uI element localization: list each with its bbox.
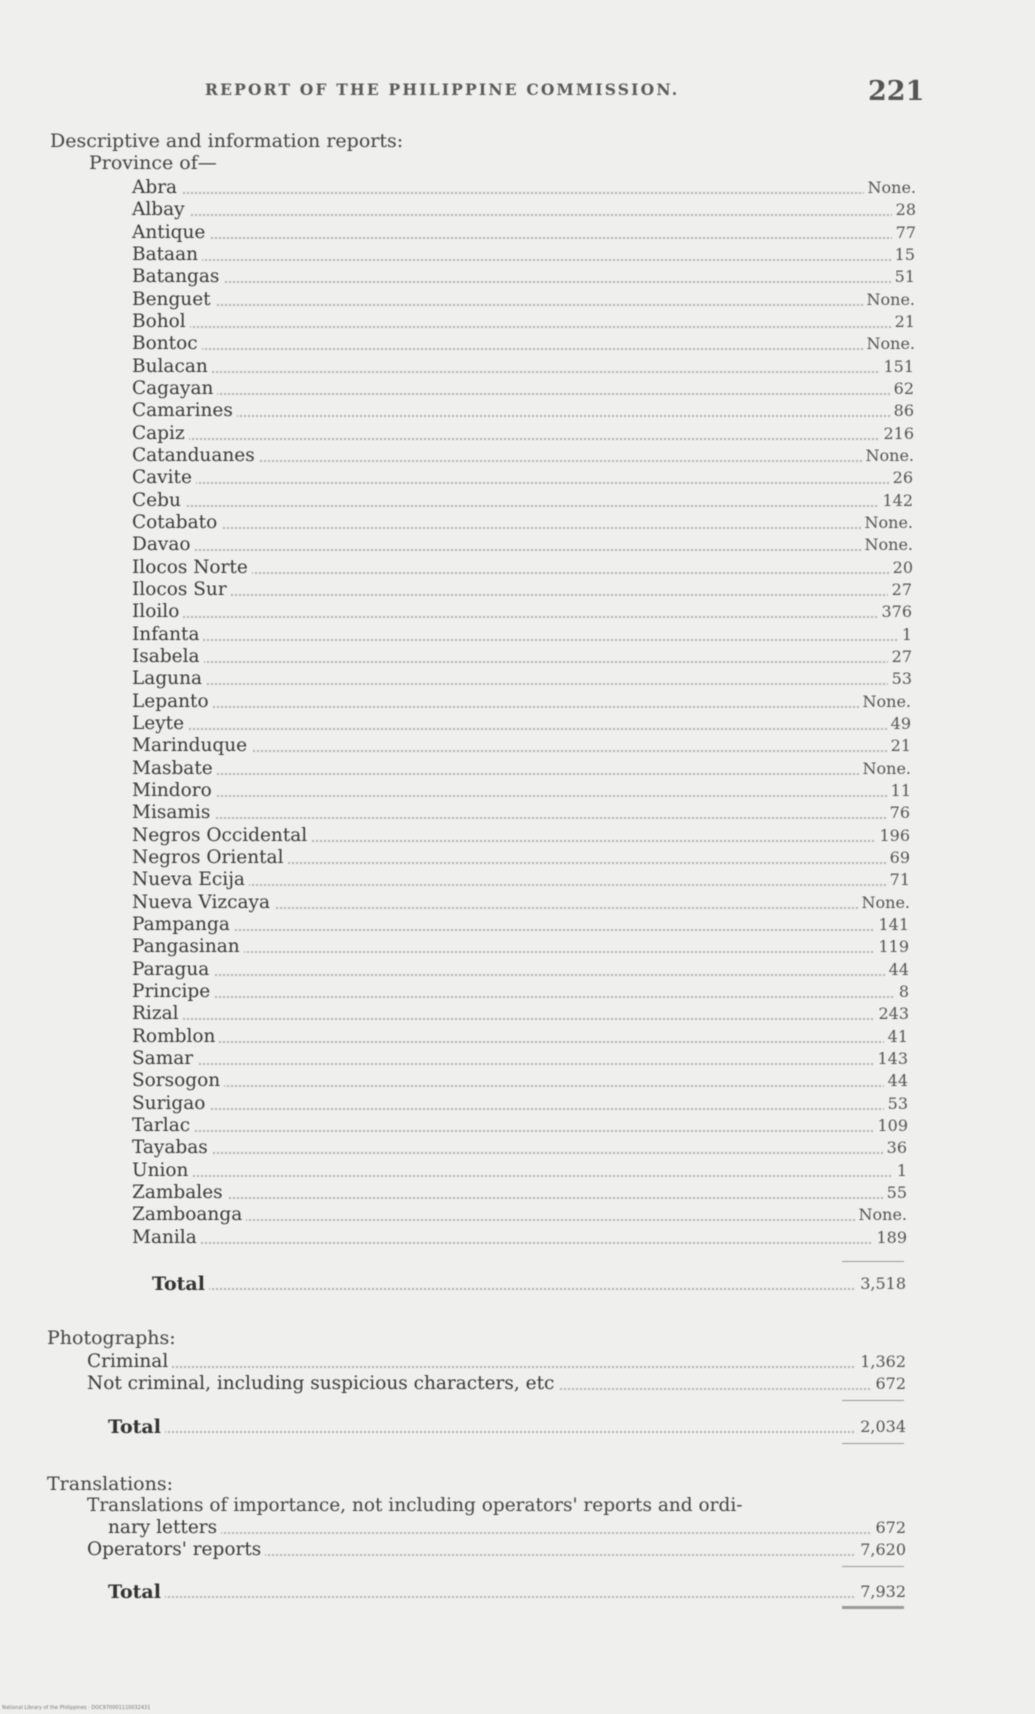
leader-dots bbox=[132, 616, 912, 618]
province-row bbox=[132, 869, 910, 891]
leader-dots bbox=[132, 817, 910, 819]
sum-rule bbox=[842, 1261, 904, 1262]
leader-dots bbox=[132, 326, 915, 328]
province-name: Lepanto bbox=[132, 691, 213, 713]
province-name: Pangasinan bbox=[132, 936, 244, 958]
province-value: None. bbox=[858, 892, 911, 914]
province-row bbox=[132, 1048, 908, 1070]
province-name: Negros Oriental bbox=[132, 847, 288, 869]
province-name: Laguna bbox=[132, 668, 206, 690]
leader-dots bbox=[152, 1288, 906, 1290]
province-row bbox=[132, 467, 913, 489]
province-value: 243 bbox=[874, 1003, 909, 1025]
province-row bbox=[132, 177, 916, 199]
province-name: Misamis bbox=[132, 802, 214, 824]
province-value: 51 bbox=[891, 266, 915, 288]
province-row bbox=[132, 1182, 907, 1204]
photographs-heading: Photographs: bbox=[47, 1327, 176, 1349]
translations-heading: Translations: bbox=[47, 1473, 174, 1495]
total-value: 7,932 bbox=[856, 1581, 906, 1603]
leader-dots bbox=[132, 706, 911, 708]
province-name: Benguet bbox=[132, 289, 215, 311]
leader-dots bbox=[132, 996, 909, 998]
province-value: None. bbox=[862, 445, 915, 467]
province-value: 15 bbox=[891, 244, 915, 266]
province-name: Negros Occidental bbox=[132, 825, 311, 847]
province-value: 21 bbox=[891, 311, 915, 333]
leader-dots bbox=[132, 929, 909, 931]
province-row bbox=[132, 780, 911, 802]
translations-item1-line1: Translations of importance, not including operators' reports and ordi- bbox=[87, 1495, 743, 1516]
leader-dots bbox=[132, 281, 915, 283]
province-value: 196 bbox=[875, 825, 910, 847]
leader-dots bbox=[132, 594, 912, 596]
leader-dots bbox=[132, 549, 913, 551]
province-value: None. bbox=[859, 758, 912, 780]
leader-dots bbox=[108, 1532, 906, 1534]
province-row bbox=[132, 825, 910, 847]
province-value: 21 bbox=[887, 735, 911, 757]
leader-dots bbox=[132, 1175, 907, 1177]
province-row bbox=[132, 356, 914, 378]
translations-row-operators bbox=[87, 1539, 906, 1561]
province-value: 62 bbox=[890, 378, 914, 400]
province-row bbox=[132, 981, 909, 1003]
province-value: 119 bbox=[874, 936, 909, 958]
province-row bbox=[132, 266, 915, 288]
row-label: Not criminal, including suspicious characters, etc bbox=[87, 1373, 558, 1395]
province-value: 44 bbox=[885, 959, 909, 981]
leader-dots bbox=[132, 661, 912, 663]
descriptive-heading: Descriptive and information reports: bbox=[50, 130, 404, 152]
leader-dots bbox=[132, 1063, 908, 1065]
row-value: 1,362 bbox=[856, 1351, 906, 1373]
province-value: 86 bbox=[890, 400, 914, 422]
province-name: Antique bbox=[132, 222, 209, 244]
province-name: Cavite bbox=[132, 467, 196, 489]
province-row bbox=[132, 646, 912, 668]
province-value: 77 bbox=[892, 222, 916, 244]
province-value: None. bbox=[861, 512, 914, 534]
province-row bbox=[132, 490, 913, 512]
province-value: 1 bbox=[898, 624, 912, 646]
province-value: 26 bbox=[889, 467, 913, 489]
leader-dots bbox=[132, 1041, 908, 1043]
province-name: Abra bbox=[132, 177, 181, 199]
total-value: 2,034 bbox=[856, 1416, 906, 1438]
province-name: Cebu bbox=[132, 490, 185, 512]
province-value: 53 bbox=[888, 668, 912, 690]
leader-dots bbox=[132, 348, 915, 350]
province-row bbox=[132, 802, 910, 824]
leader-dots bbox=[132, 1242, 907, 1244]
leader-dots bbox=[132, 237, 916, 239]
leader-dots bbox=[132, 773, 911, 775]
province-name: Bohol bbox=[132, 311, 190, 333]
province-row bbox=[132, 1137, 907, 1159]
province-row bbox=[132, 579, 912, 601]
province-value: 151 bbox=[879, 356, 914, 378]
leader-dots bbox=[87, 1366, 906, 1368]
province-value: None. bbox=[863, 333, 916, 355]
province-row bbox=[132, 847, 910, 869]
leader-dots bbox=[108, 1431, 906, 1433]
province-name: Masbate bbox=[132, 758, 217, 780]
province-value: 69 bbox=[886, 847, 910, 869]
province-row bbox=[132, 936, 909, 958]
total-label: Total bbox=[152, 1273, 209, 1295]
province-name: Cagayan bbox=[132, 378, 217, 400]
province-value: 141 bbox=[874, 914, 909, 936]
province-row bbox=[132, 311, 915, 333]
leader-dots bbox=[132, 1108, 908, 1110]
province-name: Sorsogon bbox=[132, 1070, 224, 1092]
leader-dots bbox=[132, 415, 914, 417]
province-name: Iloilo bbox=[132, 601, 183, 623]
province-name: Capiz bbox=[132, 423, 189, 445]
province-name: Davao bbox=[132, 534, 194, 556]
province-name: Tayabas bbox=[132, 1137, 212, 1159]
province-value: 49 bbox=[887, 713, 911, 735]
province-name: Camarines bbox=[132, 400, 237, 422]
province-row bbox=[132, 624, 912, 646]
leader-dots bbox=[132, 214, 916, 216]
leader-dots bbox=[132, 438, 914, 440]
province-name: Isabela bbox=[132, 646, 204, 668]
leader-dots bbox=[132, 1197, 907, 1199]
province-name: Catanduanes bbox=[132, 445, 259, 467]
leader-dots bbox=[132, 482, 913, 484]
province-value: None. bbox=[863, 289, 916, 311]
province-value: 41 bbox=[884, 1026, 908, 1048]
row-label: nary letters bbox=[108, 1517, 221, 1539]
province-name: Zambales bbox=[132, 1182, 227, 1204]
province-value: 11 bbox=[887, 780, 911, 802]
leader-dots bbox=[132, 1085, 908, 1087]
province-value: 55 bbox=[883, 1182, 907, 1204]
province-name: Ilocos Sur bbox=[132, 579, 231, 601]
row-label: Criminal bbox=[87, 1351, 172, 1373]
province-row bbox=[132, 289, 915, 311]
province-name: Surigao bbox=[132, 1093, 209, 1115]
row-value: 672 bbox=[871, 1373, 906, 1395]
photo-row-criminal bbox=[87, 1351, 906, 1373]
province-row bbox=[132, 668, 912, 690]
province-name: Nueva Vizcaya bbox=[132, 892, 274, 914]
province-name: Tarlac bbox=[132, 1115, 194, 1137]
province-name: Romblon bbox=[132, 1026, 219, 1048]
province-value: 44 bbox=[884, 1070, 908, 1092]
province-row bbox=[132, 445, 914, 467]
province-name: Nueva Ecija bbox=[132, 869, 249, 891]
leader-dots bbox=[132, 527, 913, 529]
province-row bbox=[132, 1204, 907, 1226]
province-value: 142 bbox=[878, 490, 913, 512]
province-row bbox=[132, 244, 915, 266]
total-label: Total bbox=[108, 1581, 165, 1603]
province-name: Samar bbox=[132, 1048, 197, 1070]
descriptive-total-row bbox=[152, 1273, 906, 1295]
province-row bbox=[132, 557, 913, 579]
province-subheading: Province of— bbox=[89, 152, 217, 174]
province-value: 76 bbox=[886, 802, 910, 824]
leader-dots bbox=[132, 371, 914, 373]
province-row bbox=[132, 534, 913, 556]
province-row bbox=[132, 691, 911, 713]
province-value: 143 bbox=[873, 1048, 908, 1070]
leader-dots bbox=[132, 393, 914, 395]
province-row bbox=[132, 1093, 908, 1115]
province-row bbox=[132, 400, 914, 422]
double-rule bbox=[842, 1443, 904, 1444]
province-name: Principe bbox=[132, 981, 214, 1003]
double-rule bbox=[842, 1606, 904, 1609]
leader-dots bbox=[132, 951, 909, 953]
province-row bbox=[132, 601, 912, 623]
province-name: Mindoro bbox=[132, 780, 216, 802]
province-row bbox=[132, 1070, 908, 1092]
province-row bbox=[132, 1115, 908, 1137]
leader-dots bbox=[132, 728, 911, 730]
province-value: 8 bbox=[895, 981, 909, 1003]
leader-dots bbox=[132, 1152, 907, 1154]
province-value: 71 bbox=[886, 869, 910, 891]
province-value: 27 bbox=[888, 646, 912, 668]
province-value: None. bbox=[861, 534, 914, 556]
row-value: 7,620 bbox=[856, 1539, 906, 1561]
province-row bbox=[132, 1160, 907, 1182]
province-value: 27 bbox=[888, 579, 912, 601]
province-name: Leyte bbox=[132, 713, 188, 735]
leader-dots bbox=[132, 259, 915, 261]
province-value: 1 bbox=[893, 1160, 907, 1182]
translations-total-row bbox=[108, 1581, 906, 1603]
province-name: Zamboanga bbox=[132, 1204, 246, 1226]
leader-dots bbox=[108, 1596, 906, 1598]
province-name: Bulacan bbox=[132, 356, 212, 378]
province-name: Paragua bbox=[132, 959, 213, 981]
scan-footer: National Library of the Philippines · DOC970001110032431 bbox=[2, 1705, 151, 1711]
province-name: Rizal bbox=[132, 1003, 183, 1025]
province-value: None. bbox=[855, 1204, 908, 1226]
province-row bbox=[132, 1227, 907, 1249]
province-value: 109 bbox=[873, 1115, 908, 1137]
province-row bbox=[132, 713, 911, 735]
page-number: 221 bbox=[868, 76, 925, 107]
province-row bbox=[132, 1003, 909, 1025]
province-row bbox=[132, 959, 909, 981]
province-name: Union bbox=[132, 1160, 192, 1182]
province-value: 216 bbox=[879, 423, 914, 445]
province-row bbox=[132, 914, 909, 936]
province-name: Bataan bbox=[132, 244, 202, 266]
province-name: Infanta bbox=[132, 624, 203, 646]
province-name: Albay bbox=[132, 199, 189, 221]
leader-dots bbox=[132, 795, 911, 797]
leader-dots bbox=[132, 683, 912, 685]
province-value: 53 bbox=[884, 1093, 908, 1115]
province-value: None. bbox=[859, 691, 912, 713]
province-name: Pampanga bbox=[132, 914, 234, 936]
page-header bbox=[0, 76, 1035, 116]
leader-dots bbox=[132, 505, 913, 507]
province-row bbox=[132, 735, 911, 757]
row-label: Operators' reports bbox=[87, 1539, 265, 1561]
province-name: Cotabato bbox=[132, 512, 221, 534]
photo-row-not-criminal bbox=[87, 1373, 906, 1395]
province-row bbox=[132, 892, 910, 914]
province-name: Bontoc bbox=[132, 333, 202, 355]
province-value: 20 bbox=[889, 557, 913, 579]
province-row bbox=[132, 333, 915, 355]
province-row bbox=[132, 512, 913, 534]
province-row bbox=[132, 199, 916, 221]
leader-dots bbox=[132, 1219, 907, 1221]
total-label: Total bbox=[108, 1416, 165, 1438]
province-name: Ilocos Norte bbox=[132, 557, 252, 579]
translations-row-importance bbox=[108, 1517, 906, 1539]
province-name: Batangas bbox=[132, 266, 223, 288]
running-title: REPORT OF THE PHILIPPINE COMMISSION. bbox=[205, 80, 680, 99]
total-value: 3,518 bbox=[856, 1273, 906, 1295]
province-row bbox=[132, 378, 914, 400]
leader-dots bbox=[132, 639, 912, 641]
province-value: 28 bbox=[892, 199, 916, 221]
province-row bbox=[132, 758, 911, 780]
province-value: 376 bbox=[877, 601, 912, 623]
province-value: 189 bbox=[872, 1227, 907, 1249]
province-row bbox=[132, 222, 916, 244]
sum-rule bbox=[842, 1566, 904, 1567]
province-value: 36 bbox=[883, 1137, 907, 1159]
leader-dots bbox=[132, 304, 915, 306]
province-value: None. bbox=[864, 177, 917, 199]
province-row bbox=[132, 1026, 908, 1048]
province-name: Manila bbox=[132, 1227, 201, 1249]
sum-rule bbox=[842, 1400, 904, 1401]
province-name: Marinduque bbox=[132, 735, 251, 757]
photo-total-row bbox=[108, 1416, 906, 1438]
row-value: 672 bbox=[871, 1517, 906, 1539]
leader-dots bbox=[132, 192, 916, 194]
leader-dots bbox=[132, 1018, 909, 1020]
leader-dots bbox=[132, 1130, 908, 1132]
province-row bbox=[132, 423, 914, 445]
leader-dots bbox=[132, 974, 909, 976]
